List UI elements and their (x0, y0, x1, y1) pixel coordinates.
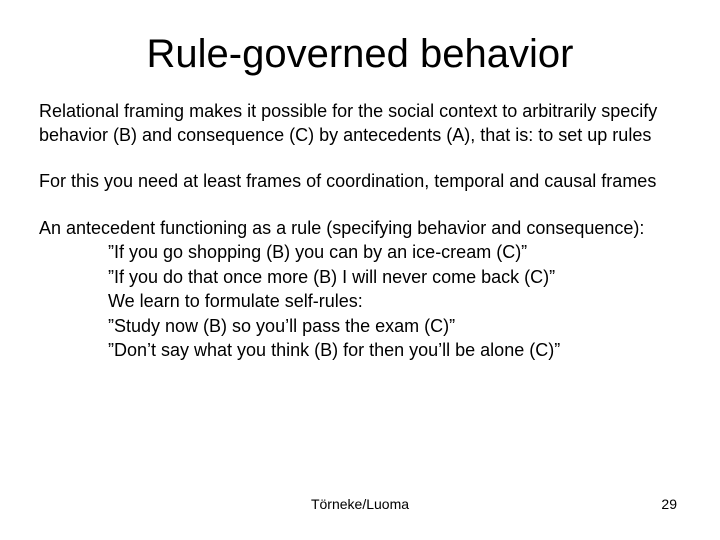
page-number: 29 (661, 496, 677, 512)
footer-author: Törneke/Luoma (310, 496, 410, 512)
example-alone: ”Don’t say what you think (B) for then you’ll be alone (C)” (108, 340, 561, 360)
paragraph-frames: For this you need at least frames of coordination, temporal and causal frames (39, 171, 657, 191)
slide-title: Rule-governed behavior (146, 32, 574, 76)
example-study: ”Study now (B) so you’ll pass the exam (C)” (108, 315, 456, 336)
paragraph-relational-framing: Relational framing makes it possible for the social context to arbitrarily specify behavior (B) and consequence (C) by antecedents (A), that is: to set up rules (39, 101, 658, 145)
example-shopping: ”If you go shopping (B) you can by an ice-cream (C)” (108, 242, 528, 262)
self-rules-intro: We learn to formulate self-rules: (108, 291, 363, 311)
example-come-back: ”If you do that once more (B) I will never come back (C)” (108, 266, 556, 287)
slide-body (39, 100, 689, 363)
paragraph-antecedent-rule: An antecedent functioning as a rule (specifying behavior and consequence): (39, 217, 645, 238)
